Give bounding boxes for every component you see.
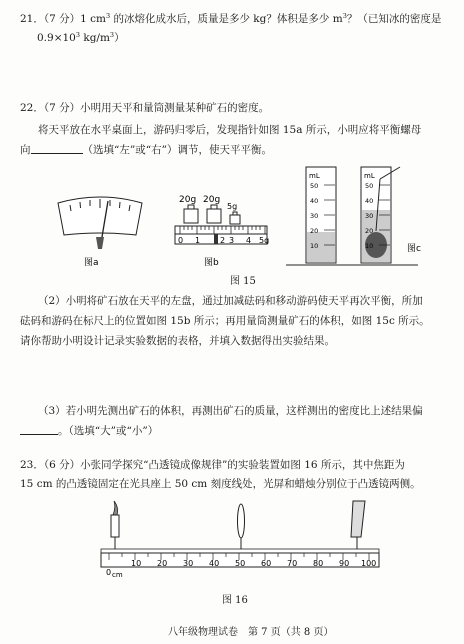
q22-para6: （3）若小明先测出矿石的体积，再测出矿石的质量，这样测出的密度比上述结果偏 — [38, 405, 423, 417]
bench-tick-20: 20 — [157, 559, 168, 568]
cylinder-tick-20: 20 — [310, 227, 319, 235]
figure-15a-label: 图a — [84, 258, 99, 268]
bench-tick-0: 0 — [106, 568, 112, 577]
cylinder2-tick-50: 50 — [365, 182, 374, 190]
scale-tick-3: 3 — [229, 236, 235, 245]
weight-label-1: 20g — [179, 195, 197, 205]
cylinder-tick-10: 10 — [310, 242, 319, 250]
figure-15-caption: 图 15 — [230, 276, 256, 287]
figure-16 — [95, 497, 395, 582]
bench-unit: cm — [112, 571, 123, 579]
weight-label-2: 20g — [203, 195, 221, 205]
q22-para5: 请你帮助小明设计记录实验数据的表格，并填入数据得出实验结果。 — [20, 335, 335, 347]
q22-para1: 将天平放在水平桌面上，游码归零后，发现指针如图 15a 所示，小明应将平衡螺母 — [38, 124, 422, 136]
bench-tick-80: 80 — [313, 559, 324, 568]
bench-tick-50: 50 — [235, 559, 246, 568]
answer-blank-bigger-smaller[interactable] — [20, 425, 58, 435]
bench-tick-100: 100 — [361, 559, 377, 568]
q21-line2: $0.9\times 10^3$ $kg/m^3$） — [37, 31, 125, 44]
scale-tick-1: 1 — [195, 236, 201, 245]
q23-line1: 23．（6 分）小张同学探究“凸透镜成像规律”的实验装置如图 16 所示，其中焦距为 — [20, 459, 405, 471]
cylinder-tick-50: 50 — [310, 182, 319, 190]
answer-blank-direction[interactable] — [31, 144, 83, 154]
cylinder2-tick-30: 30 — [365, 212, 374, 220]
figure-16-caption: 图 16 — [222, 595, 248, 606]
cylinder2-tick-10: 10 — [365, 242, 374, 250]
bench-tick-10: 10 — [131, 559, 142, 568]
q21-line1: 21．（7 分）1 $cm^3$ 的冰熔化成水后，质量是多少 kg？体积是多少 $m^3$？（已知冰的密度是 — [20, 12, 442, 25]
weight-label-3: 5g — [227, 202, 238, 211]
bench-tick-70: 70 — [287, 559, 298, 568]
lens-icon — [238, 504, 245, 549]
cylinder-tick-30: 30 — [310, 212, 319, 220]
cylinder-unit-2: mL — [364, 172, 375, 180]
scale-tick-0: 0 — [178, 236, 184, 245]
cylinder2-tick-40: 40 — [365, 197, 374, 205]
figure-15c-label: 图c — [407, 244, 421, 254]
bench-tick-60: 60 — [261, 559, 272, 568]
page-footer: 八年级物理试卷 第 7 页（共 8 页） — [168, 627, 334, 638]
scale-tick-2: 2 — [220, 236, 226, 245]
cylinder-tick-40: 40 — [310, 197, 319, 205]
q22-para4: 砝码和游码在标尺上的位置如图 15b 所示；再用量筒测量矿石的体积，如图 15c 所示。 — [20, 315, 430, 327]
scale-tick-4: 4 — [246, 236, 252, 245]
bench-tick-30: 30 — [183, 559, 194, 568]
figure-15 — [40, 165, 435, 285]
candle-icon — [111, 501, 119, 549]
figure-15b-label: 图b — [204, 258, 219, 268]
cylinder2-tick-20: 20 — [365, 227, 374, 235]
graduated-cylinder-icon — [286, 167, 418, 265]
q22-para7: 。（选填“大”或“小”） — [20, 425, 158, 438]
balance-pointer-icon — [58, 197, 142, 249]
scale-tick-5: 5g — [259, 236, 270, 245]
q23-line2: 15 cm 的凸透镜固定在光具座上 50 cm 刻度线处，光屏和蜡烛分别位于凸透镜两侧。 — [20, 478, 421, 490]
bench-tick-90: 90 — [339, 559, 350, 568]
rider-icon — [214, 234, 218, 244]
screen-icon — [351, 501, 365, 549]
bench-tick-40: 40 — [209, 559, 220, 568]
q22-title: 22．（7 分）小明用天平和量筒测量某种矿石的密度。 — [20, 102, 270, 114]
q22-para2: 向 （选填“左”或“右”）调节，使天平平衡。 — [20, 144, 272, 156]
q22-para3: （2）小明将矿石放在天平的左盘，通过加减砝码和移动游码使天平再次平衡，所加 — [38, 295, 423, 307]
cylinder-unit-1: mL — [309, 172, 320, 180]
